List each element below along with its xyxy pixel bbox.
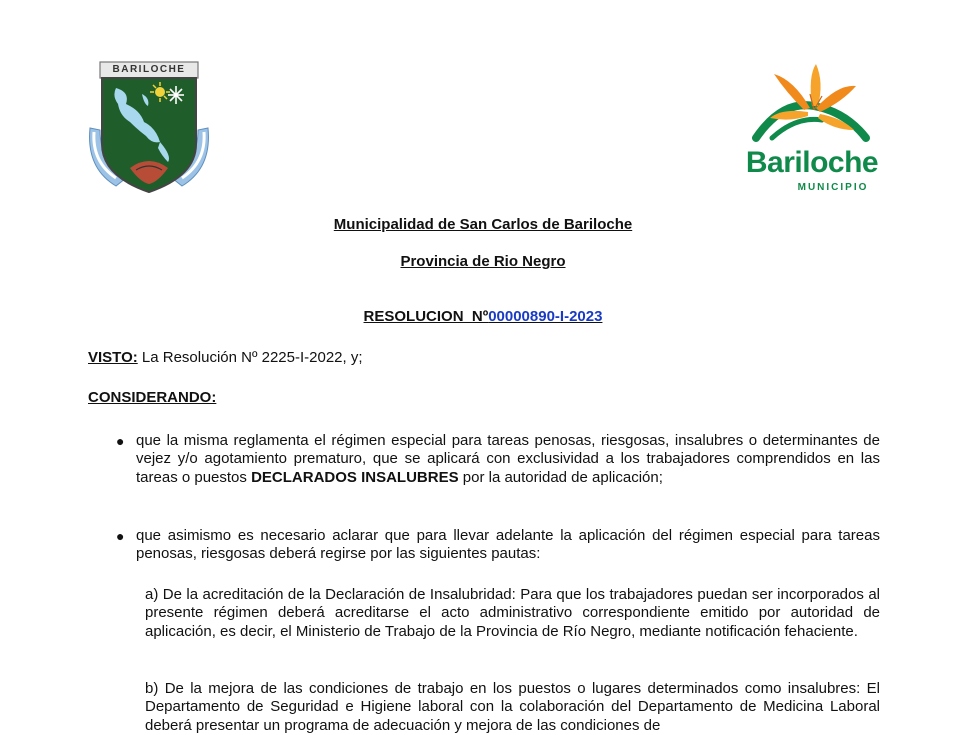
paragraph-a: a) De la acreditación de la Declaración de Insalubridad: Para que los trabajadores puedan ser incorporados al presente régimen deberá acreditarse el acto administrativo correspondiente emitido por autoridad de aplicación, es decir, el Ministerio de Trabajo de la Provincia de Río Negro, mediante notificación fehaciente.	[145, 586, 880, 640]
list-item	[116, 527, 880, 564]
bullet-text-end: por la autoridad de aplicación;	[458, 468, 663, 486]
list-item	[116, 432, 880, 487]
province-heading: Provincia de Rio Negro	[400, 253, 566, 270]
bariloche-municipio-logo	[742, 60, 882, 200]
bullet-bold-text: DECLARADOS INSALUBRES	[251, 468, 459, 486]
resolution-label: RESOLUCION Nº	[363, 308, 489, 325]
municipality-heading: Municipalidad de San Carlos de Bariloche	[333, 216, 633, 233]
resolution-heading	[0, 308, 966, 325]
paragraph-b: b) De la mejora de las condiciones de trabajo en los puestos o lugares determinados como insalubres: El Departamento de Seguridad e Higiene laboral con la colaboración del Departamento de Medicina Laboral deberá presentar un programa de adecuación y mejora de las condiciones de	[145, 680, 880, 734]
resolution-number-link[interactable]: 00000890-I-2023	[488, 308, 603, 325]
bullet-text: que asimismo es necesario aclarar que para llevar adelante la aplicación del régimen especial para tareas penosas, riesgosas deberá regirse por las siguientes pautas:	[136, 527, 880, 563]
bullet-icon: ●	[116, 528, 125, 544]
municipio-logo-wordmark: Bariloche	[745, 146, 879, 179]
bullet-text: que la misma reglamenta el régimen especial para tareas penosas, riesgosas, insalubres o determinantes de vejez y/o agotamiento prematuro, que se aplicará con exclusividad a los trabajadores comprendidos en las tareas o puestos	[136, 432, 880, 486]
visto-label: VISTO:	[88, 349, 138, 366]
bariloche-coat-of-arms-logo	[86, 58, 212, 198]
visto-text: La Resolución Nº 2225-I-2022, y;	[137, 349, 363, 366]
visto-line	[88, 349, 363, 366]
bullet-icon: ●	[116, 433, 125, 449]
coat-of-arms-banner-text: BARILOCHE	[112, 64, 186, 75]
municipio-logo-subtitle: MUNICIPIO	[797, 182, 869, 193]
considerando-heading: CONSIDERANDO:	[88, 389, 217, 406]
